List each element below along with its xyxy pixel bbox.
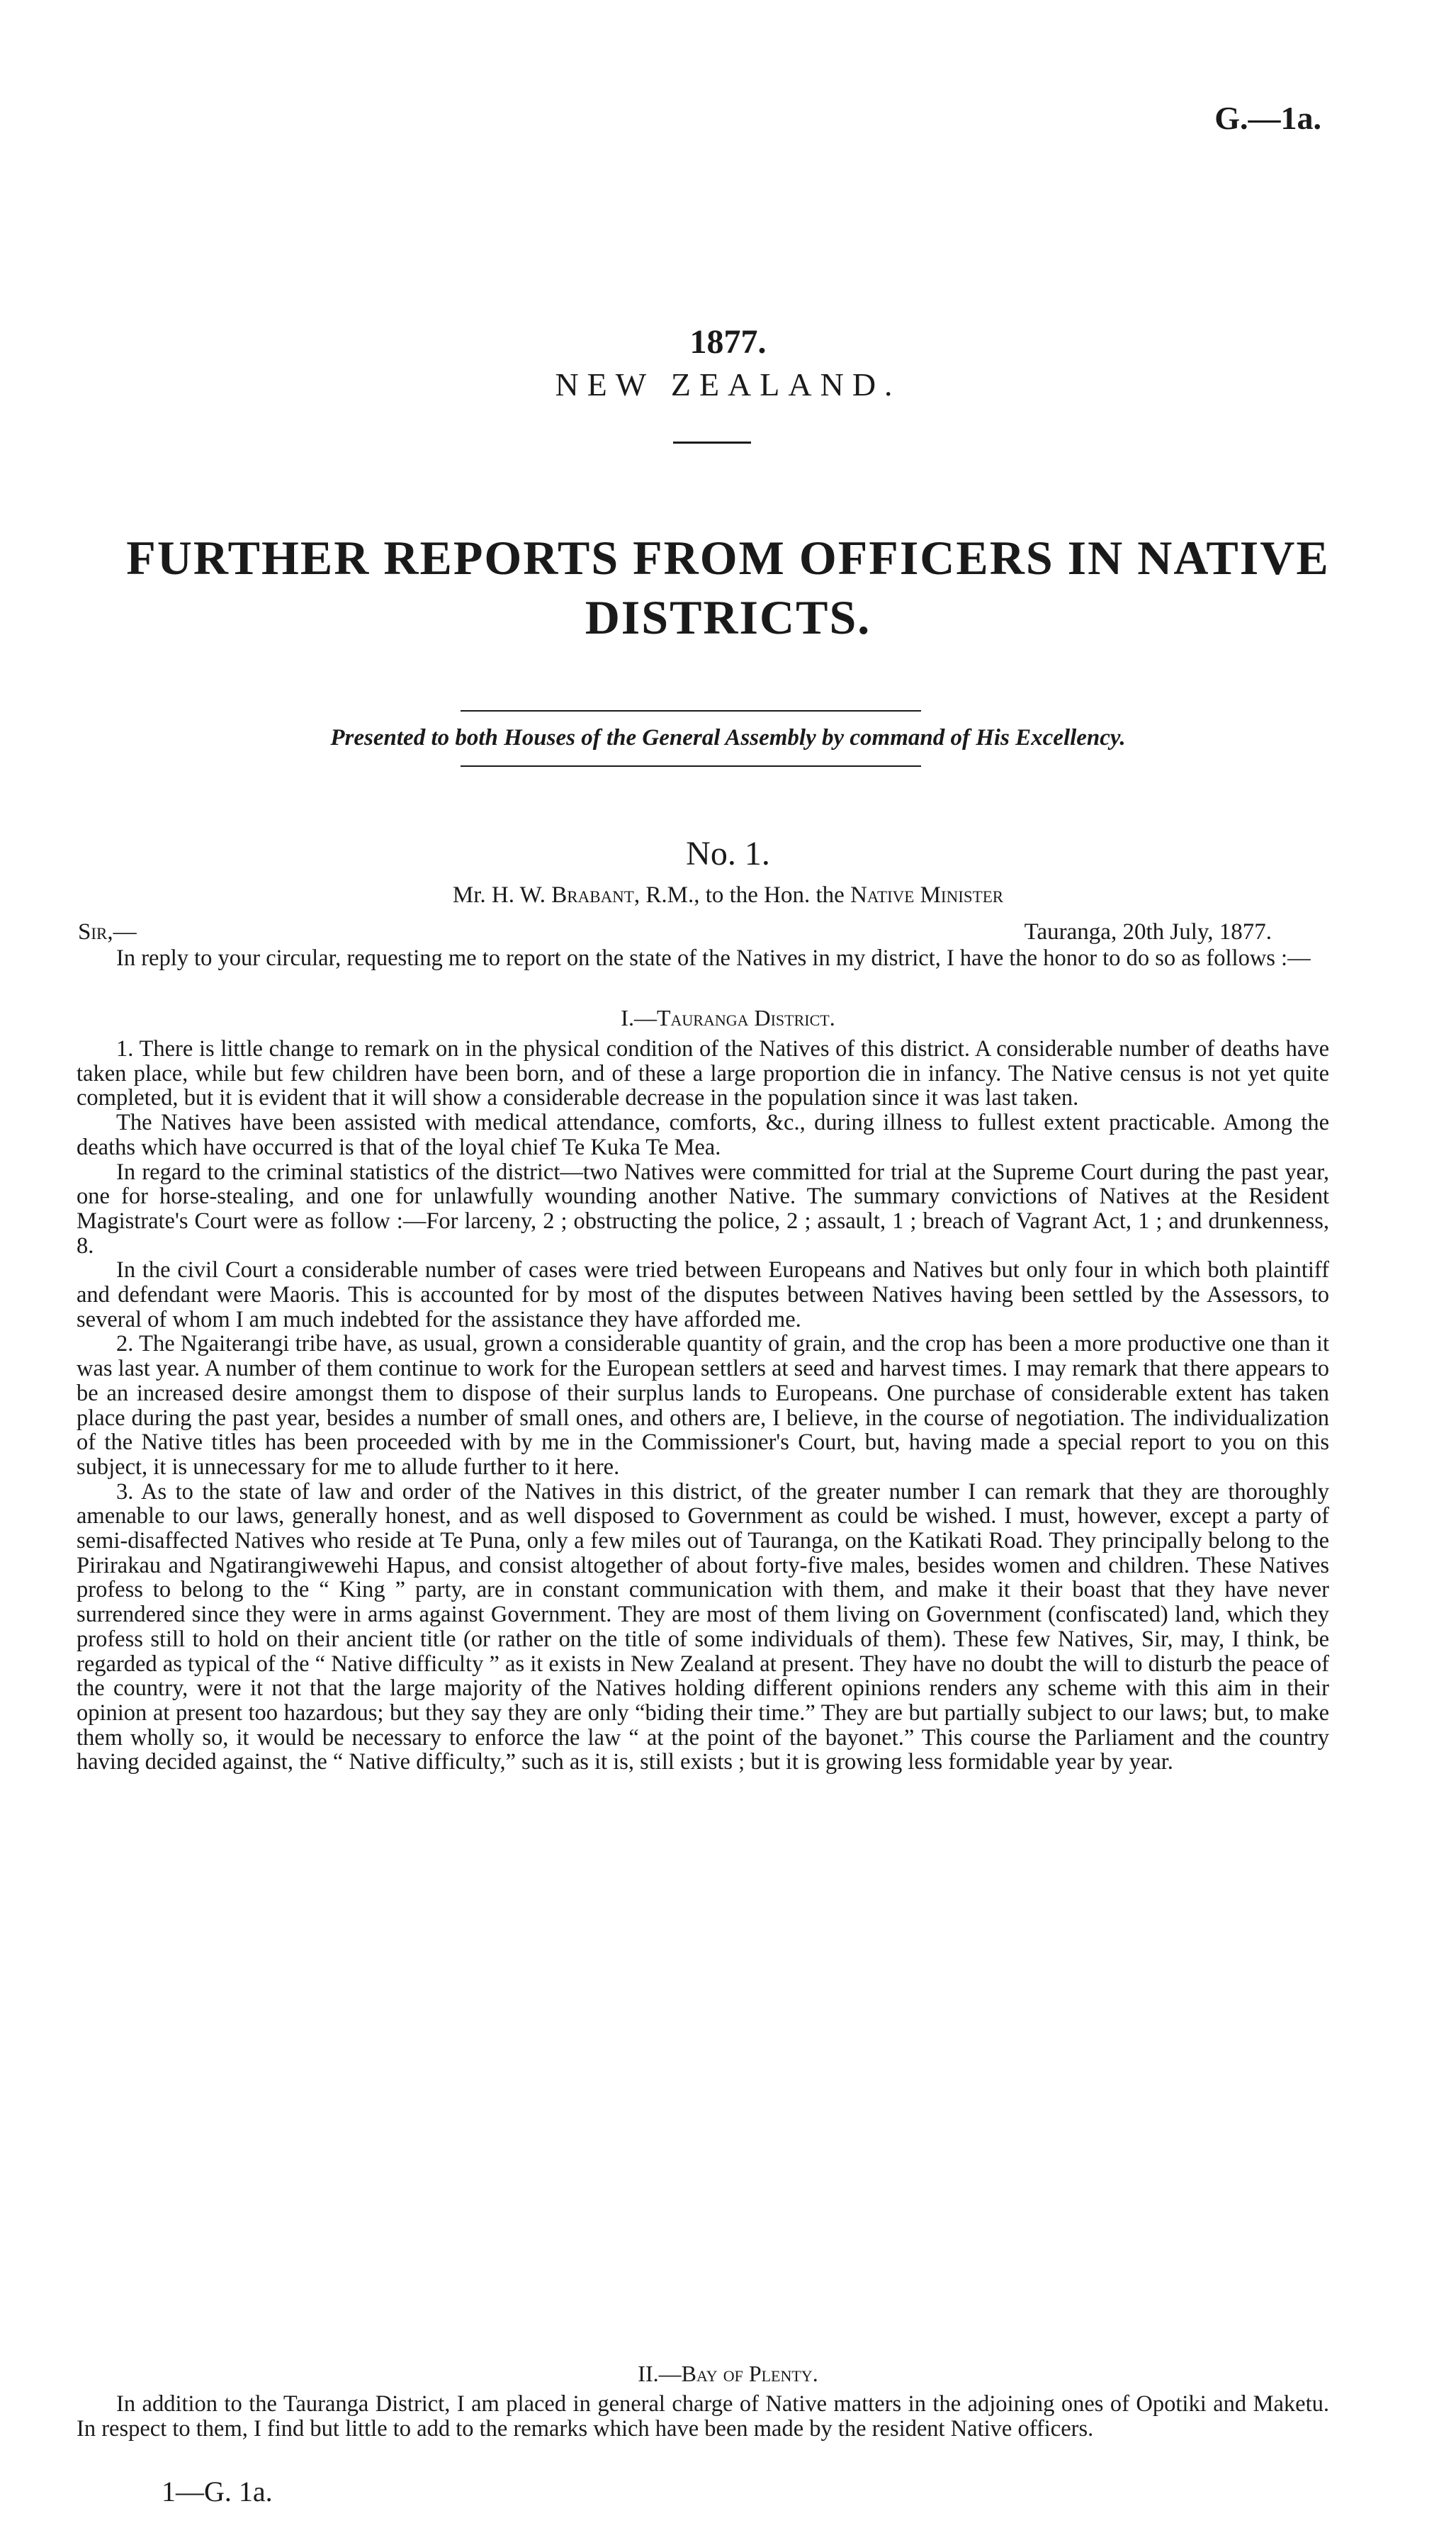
paragraph: 1. There is little change to remark on in the physical condition of the Natives of this district. A considerable number of deaths have taken place, while but few children have been born, and of these a large proportion die in infancy. The Native census is not yet quite completed, but it is evident that it will show a considerable decrease in the population since it was last taken. xyxy=(77,1036,1329,1111)
salutation: Sir,— xyxy=(78,919,137,945)
letter-heading xyxy=(0,882,1456,909)
page-footer-code: 1—G. 1a. xyxy=(162,2476,273,2507)
section-heading-tauranga: I.—Tauranga District. xyxy=(621,1005,835,1030)
letter-number: No. 1. xyxy=(686,835,770,872)
letter-recipient: Native Minister xyxy=(850,882,1004,908)
paragraph: The Natives have been assisted with medical attendance, comforts, &c., during illness to fullest extent practicable. Among the deaths which have occurred is that of the loyal chief Te Kuka Te Mea. xyxy=(77,1110,1329,1160)
paragraph: In addition to the Tauranga District, I am placed in general charge of Native matters in the adjoining ones of Opotiki and Maketu. In respect to them, I find but little to add to the remarks which have been made by the resident Native officers. xyxy=(77,2391,1329,2442)
paragraph: In regard to the criminal statistics of the district—two Natives were committed for trial at the Supreme Court during the past year, one for horse-stealing, and one for unlawfully wounding another Native. The summary convictions of Natives at the Resident Magistrate's Court were as follow :—For larceny, 2 ; obstructing the police, 2 ; assault, 1 ; breach of Vagrant Act, 1 ; and drunkenness, 8. xyxy=(77,1159,1329,1259)
letter-heading-prefix: Mr. H. W. xyxy=(452,882,552,908)
page-title-line-1: FURTHER REPORTS FROM OFFICERS IN NATIVE xyxy=(126,531,1330,585)
page-title xyxy=(0,528,1456,647)
section-bay-of-plenty-body xyxy=(77,2392,1329,2441)
paragraph: In the civil Court a considerable number of cases were tried between Europeans and Natives but only four in which both plaintiff and defendant were Maoris. This is accounted for by most of the disputes between Natives having been settled by the Assessors, to several of whom I am much indebted for the assistance they have afforded me. xyxy=(77,1257,1329,1332)
presented-statement: Presented to both Houses of the General Assembly by command of His Excellency. xyxy=(330,725,1126,751)
presented-rule-bottom xyxy=(461,765,921,767)
paragraph: 3. As to the state of law and order of the Natives in this district, of the greater number I can remark that they are thoroughly amenable to our laws, generally honest, and as well disposed to Government as could be wished. I must, however, except a party of semi-disaffected Natives who reside at Te Puna, only a few miles out of Tauranga, on the Katikati Road. They principally belong to the Pirirakau and Ngatirangiwewehi Hapus, and consist altogether of about forty-five males, besides women and children. These Natives profess to belong to the “ King ” party, are in constant communication with them, and make it their boast that they have never surrendered since they were in arms against Government. They are most of them living on Government (confiscated) land, which they profess still to hold on their ancient title (or rather on the title of some individuals of them). These few Natives, Sir, may, I think, be regarded as typical of the “ Native difficulty ” as it exists in New Zealand at present. They have no doubt the will to disturb the peace of the country, were it not that the large majority of the Natives holding different opinions renders any scheme with this aim in their opinion at present too hazardous; but they say they are only “biding their time.” They are but partially subject to our laws; but, to make them wholly so, it would be necessary to enforce the law “ at the point of the bayonet.” This course the Parliament and the country having decided against, the “ Native difficulty,” such as it is, still exists ; but it is growing less formidable year by year. xyxy=(77,1478,1329,1775)
presented-rule-top xyxy=(461,710,921,712)
section-tauranga-body xyxy=(77,1037,1329,1775)
page-title-line-2: DISTRICTS. xyxy=(585,590,871,644)
place-and-date: Tauranga, 20th July, 1877. xyxy=(1024,919,1272,945)
letter-author: Brabant xyxy=(551,882,634,908)
section-heading-bay-of-plenty: II.—Bay of Plenty. xyxy=(638,2361,818,2386)
document-year: 1877. xyxy=(689,323,767,361)
document-country: NEW ZEALAND. xyxy=(555,366,901,403)
paragraph: 2. The Ngaiterangi tribe have, as usual, grown a considerable quantity of grain, and the crop has been a more productive one than it was last year. A number of them continue to work for the European settlers at seed and harvest times. I may remark that there appears to be an increased desire amongst them to dispose of their surplus lands to Europeans. One purchase of considerable extent has taken place during the past year, besides a number of small ones, and others are, I believe, in the course of negotiation. The individualization of the Native titles has been proceeded with by me in the Commissioner's Court, but, having made a special report to you on this subject, it is unnecessary for me to allude further to it here. xyxy=(77,1331,1329,1480)
paragraph: In reply to your circular, requesting me to report on the state of the Natives in my district, I have the honor to do so as follows :— xyxy=(116,945,1311,971)
letter-intro xyxy=(77,946,1329,971)
letter-heading-mid: , R.M., to the Hon. the xyxy=(633,882,851,908)
document-code: G.—1a. xyxy=(1214,100,1321,136)
title-divider xyxy=(673,442,751,444)
